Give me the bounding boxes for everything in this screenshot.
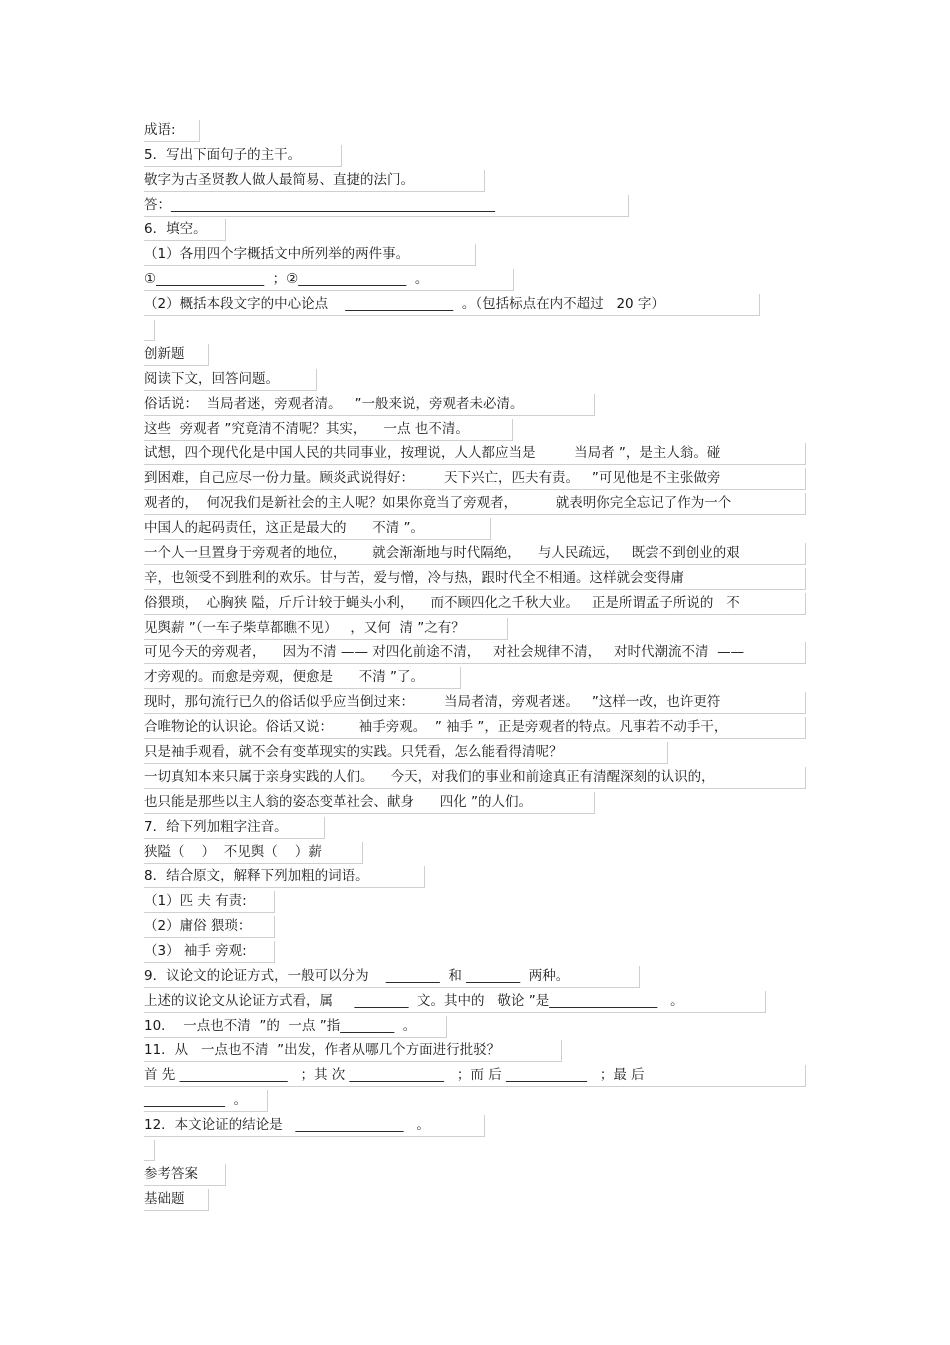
- passage-line: 辛，也领受不到胜利的欢乐。甘与苦，爱与憎，冷与热，跟时代全不相通。这样就会变得庸: [144, 568, 806, 590]
- passage-line: 一切真知本来只属于亲身实践的人们。 今天，对我们的事业和前途真正有清醒深刻的认识的，: [144, 767, 806, 789]
- passage-line: 中国人的起码责任，这正是最大的 不清 ”。: [144, 518, 491, 540]
- fill-blank-line: 狭隘（ ） 不见舆（ ）薪: [144, 842, 363, 864]
- section-heading-innovation: 创新题: [144, 344, 209, 366]
- passage-line: 一个人一旦置身于旁观者的地位， 就会渐渐地与时代隔绝， 与人民疏远， 既尝不到创业的艰: [144, 543, 806, 565]
- term-line: （3） 袖手 旁观:: [144, 941, 275, 963]
- question-10: 10． 一点也不清 ”的 一点 ”指________ 。: [144, 1016, 447, 1038]
- fill-blank-line: 上述的议论文从论证方式看，属 ________ 文。其中的 敬论 ”是________________ 。: [144, 991, 766, 1013]
- passage-line: 到困难，自己应尽一份力量。顾炎武说得好： 天下兴亡，匹夫有责。 ”可见他是不主张做旁: [144, 468, 806, 490]
- question-11: 11．从 一点也不清 ”出发，作者从哪几个方面进行批驳？: [144, 1040, 562, 1062]
- passage-line: 试想，四个现代化是中国人民的共同事业，按理说，人人都应当是 当局者 ”，是主人翁。碰: [144, 443, 806, 465]
- passage-line: 才旁观的。而愈是旁观，便愈是 不清 ”了。: [144, 667, 461, 689]
- empty-box: [144, 1140, 155, 1161]
- passage-line: 合唯物论的认识论。俗话又说： 袖手旁观。 ” 袖手 ”，正是旁观者的特点。凡事若不动手干，: [144, 717, 806, 739]
- passage-line: 也只能是那些以主人翁的姿态变革社会、献身 四化 ”的人们。: [144, 792, 595, 814]
- question-5: 5．写出下面句子的主干。: [144, 145, 342, 167]
- fill-blank-line: 首 先 ________________ ；其 次 ______________ ；而 后 ____________ ；最 后: [144, 1065, 806, 1087]
- term-line: （1）匹 夫 有责:: [144, 891, 275, 913]
- section-heading-basic: 基础题: [144, 1189, 209, 1211]
- passage-line: 见舆薪 ”（一车子柴草都瞧不见） ，又何 清 ”之有？: [144, 618, 508, 640]
- text-line: 敬字为古圣贤教人做人最简易、直捷的法门。: [144, 170, 485, 192]
- passage-line: 观者的， 何况我们是新社会的主人呢？如果你竟当了旁观者， 就表明你完全忘记了作为一个: [144, 493, 806, 515]
- section-heading-answers: 参考答案: [144, 1164, 226, 1186]
- answer-line: 答：________________________________________________: [144, 195, 629, 217]
- passage-line: 这些 旁观者 ”究竟清不清呢？其实， 一点 也不清。: [144, 419, 513, 441]
- passage-line: 俗话说： 当局者迷，旁观者清。 ”一般来说，旁观者未必清。: [144, 394, 595, 416]
- text-line-idiom: 成语:: [144, 120, 200, 142]
- empty-box: [144, 320, 155, 341]
- passage-line: 现时，那句流行已久的俗话似乎应当倒过来： 当局者清，旁观者迷。 ”这样一改，也许更符: [144, 692, 806, 714]
- fill-blank-line: ____________ 。: [144, 1090, 268, 1112]
- passage-line: 可见今天的旁观者， 因为不清 —— 对四化前途不清， 对社会规律不清， 对时代潮流不清 ——: [144, 642, 806, 664]
- passage-line: 只是袖手观看，就不会有变革现实的实践。只凭看，怎么能看得清呢？: [144, 742, 668, 764]
- question-6: 6．填空。: [144, 219, 226, 241]
- question-12: 12．本文论证的结论是 ________________ 。: [144, 1115, 485, 1137]
- question-8: 8．结合原文，解释下列加粗的词语。: [144, 866, 425, 888]
- fill-blank-line: ①________________ ；②________________ 。: [144, 269, 514, 291]
- question-7: 7．给下列加粗字注音。: [144, 817, 325, 839]
- question-9: 9．议论文的论证方式，一般可以分为 ________ 和 ________ 两种。: [144, 966, 640, 988]
- text-line: （1）各用四个字概括文中所列举的两件事。: [144, 244, 476, 266]
- fill-blank-line: （2）概括本段文字的中心论点 ________________ 。（包括标点在内不超过 20 字）: [144, 294, 760, 316]
- instruction-line: 阅读下文，回答问题。: [144, 369, 317, 391]
- passage-line: 俗猥琐， 心胸狭 隘，斤斤计较于蝇头小利， 而不顾四化之千秋大业。 正是所谓孟子所说的 不: [144, 593, 806, 615]
- term-line: （2）庸俗 猥琐：: [144, 916, 275, 938]
